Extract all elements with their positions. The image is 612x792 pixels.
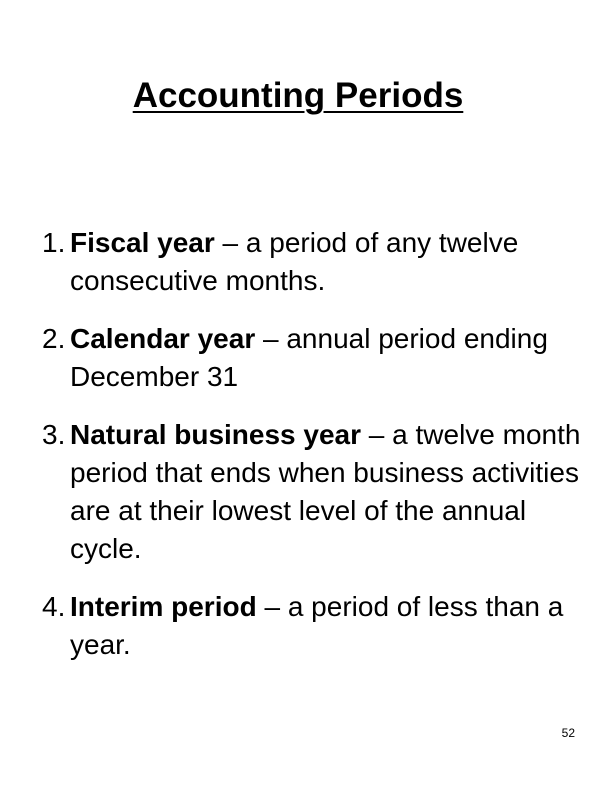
item-definition: – a twelve month period that ends when business activities are at their lowest level of the annual cycle.: [70, 419, 581, 564]
item-term: Fiscal year: [70, 227, 215, 258]
item-definition: – a period of less than a year.: [70, 591, 564, 660]
item-term: Interim period: [70, 591, 257, 622]
list-item-interim-period: [42, 588, 582, 664]
slide-title: [0, 75, 596, 117]
item-number: 4.: [42, 591, 66, 622]
page-number: 52: [561, 726, 575, 740]
slide-title-text: Accounting Periods: [132, 76, 464, 115]
list-item-calendar-year: [42, 320, 582, 396]
item-number: 3.: [42, 419, 66, 450]
list-item-fiscal-year: [42, 224, 582, 300]
definition-list: [42, 224, 582, 664]
list-item-natural-business-year: [42, 416, 582, 568]
item-definition: – annual period ending December 31: [70, 323, 548, 392]
item-term: Natural business year: [70, 419, 362, 450]
item-term: Calendar year: [70, 323, 256, 354]
item-definition: – a period of any twelve consecutive months.: [70, 227, 519, 296]
item-number: 1.: [42, 227, 66, 258]
item-number: 2.: [42, 323, 66, 354]
